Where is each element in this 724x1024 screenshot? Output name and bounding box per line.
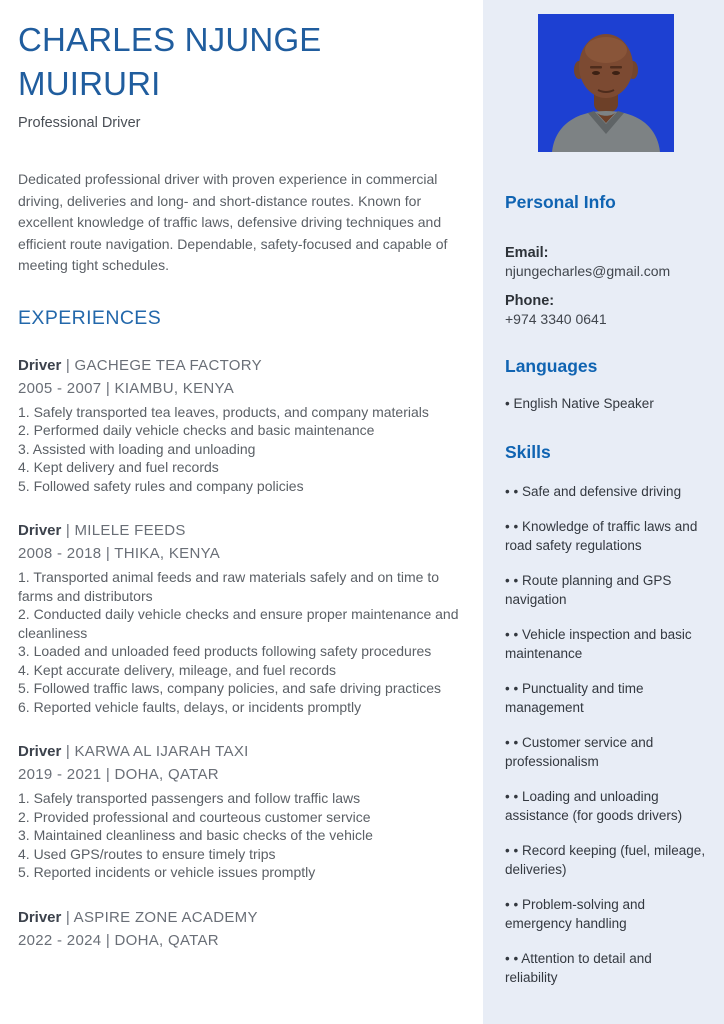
job-company: KARWA AL IJARAH TAXI: [74, 743, 249, 760]
skill-item: [505, 626, 706, 663]
person-name: CHARLES NJUNGE MUIRURI: [18, 21, 322, 102]
experience-entry: [18, 743, 467, 882]
skill-bullet: • •: [505, 951, 522, 966]
job-separator: |: [101, 379, 115, 397]
skills-heading: Skills: [505, 441, 551, 462]
job-separator: |: [101, 545, 115, 562]
job-dates: [18, 766, 467, 783]
job-title: [18, 357, 467, 374]
skill-label: Route planning and GPS navigation: [505, 573, 672, 607]
experiences-heading: EXPERIENCES: [18, 306, 162, 329]
job-duty-line: 4. Used GPS/routes to ensure timely trips: [18, 845, 276, 862]
job-separator: |: [101, 931, 115, 949]
job-duty-line: 4. Kept accurate delivery, mileage, and fuel records: [18, 661, 337, 678]
job-dates: [18, 932, 467, 949]
job-dates: [18, 380, 467, 397]
language-label: English Native Speaker: [513, 396, 654, 411]
job-company: MILELE FEEDS: [74, 522, 186, 539]
job-duty-line: 1. Transported animal feeds and raw materials safely and on time to farms and distributors: [18, 569, 439, 604]
job-separator: |: [101, 766, 115, 783]
skill-label: Loading and unloading assistance (for goods drivers): [505, 789, 683, 823]
skill-label: Knowledge of traffic laws and road safety regulations: [505, 519, 698, 553]
person-title: Professional Driver: [18, 115, 141, 131]
language-bullet: •: [505, 396, 514, 411]
job-dates: [18, 545, 467, 562]
job-location: DOHA, QATAR: [114, 931, 219, 949]
skill-bullet: • •: [505, 681, 522, 696]
languages-heading: Languages: [505, 356, 598, 376]
job-company: GACHEGE TEA FACTORY: [74, 356, 262, 374]
job-separator: |: [61, 356, 75, 374]
job-duty-line: 4. Kept delivery and fuel records: [18, 459, 219, 475]
skill-label: Attention to detail and reliability: [505, 951, 652, 985]
job-role: Driver: [18, 522, 62, 539]
job-location: DOHA, QATAR: [114, 766, 219, 783]
skill-label: Punctuality and time management: [505, 681, 644, 715]
job-date-range: 2005 - 2007: [18, 379, 102, 397]
job-separator: |: [61, 743, 75, 760]
skill-label: Customer service and professionalism: [505, 735, 654, 769]
skill-item: [505, 483, 706, 502]
skill-item: [505, 680, 706, 717]
skill-item: [505, 842, 706, 879]
job-location: KIAMBU, KENYA: [114, 379, 234, 397]
language-item: [505, 395, 706, 414]
job-duty-line: 5. Followed safety rules and company policies: [18, 477, 304, 494]
experience-list: [18, 357, 467, 949]
skill-label: Record keeping (fuel, mileage, deliveries): [505, 843, 706, 877]
skill-label: Safe and defensive driving: [521, 483, 682, 499]
job-duty-line: 3. Loaded and unloaded feed products following safety procedures: [18, 643, 432, 659]
job-duty-line: 3. Maintained cleanliness and basic checks of the vehicle: [18, 827, 373, 843]
skill-item: [505, 734, 706, 771]
job-location: THIKA, KENYA: [114, 545, 221, 562]
job-duties: [18, 568, 467, 716]
skill-bullet: • •: [505, 627, 522, 642]
job-duty-line: 6. Reported vehicle faults, delays, or incidents promptly: [18, 698, 362, 715]
job-duty-line: 1. Safely transported tea leaves, products, and company materials: [18, 403, 429, 420]
job-duty-line: 2. Performed daily vehicle checks and basic maintenance: [18, 422, 375, 438]
job-separator: |: [61, 908, 74, 926]
job-date-range: 2019 - 2021: [18, 766, 102, 783]
skills-list: [505, 483, 706, 988]
languages-list: [505, 395, 706, 414]
skill-label: Vehicle inspection and basic maintenance: [505, 627, 692, 661]
skill-bullet: • •: [505, 483, 522, 499]
job-duty-line: 5. Followed traffic laws, company policies, and safe driving practices: [18, 680, 442, 696]
job-duties: [18, 789, 467, 882]
skill-item: [505, 788, 706, 825]
personal-info-heading: Personal Info: [505, 192, 616, 212]
experience-entry: [18, 522, 467, 716]
skill-item: [505, 572, 706, 609]
email-value: njungecharles@gmail.com: [505, 263, 671, 279]
experience-entry: [18, 357, 467, 496]
job-duty-line: 3. Assisted with loading and unloading: [18, 440, 256, 457]
job-date-range: 2022 - 2024: [18, 931, 102, 949]
skill-item: [505, 896, 706, 933]
job-company: ASPIRE ZONE ACADEMY: [73, 908, 258, 926]
job-role: Driver: [18, 356, 62, 374]
skill-label: Problem-solving and emergency handling: [505, 897, 646, 931]
summary-paragraph: Dedicated professional driver with proven experience in commercial driving, deliveries and long- and short-distance routes. Known for excellent knowledge of traffic laws, defensive driving techniques and efficient route navigation. Dependable, safety-focused and capable of meeting tight schedules.: [18, 171, 448, 273]
phone-value: +974 3340 0641: [505, 311, 607, 327]
skill-item: [505, 950, 706, 987]
job-role: Driver: [18, 743, 62, 760]
skill-bullet: • •: [505, 519, 522, 534]
email-label: Email:: [505, 245, 549, 261]
skill-bullet: • •: [505, 897, 522, 912]
job-separator: |: [61, 522, 75, 539]
job-duties: [18, 403, 467, 496]
job-title: [18, 522, 467, 539]
skill-bullet: • •: [505, 573, 522, 588]
skill-item: [505, 518, 706, 555]
experience-entry: [18, 909, 467, 949]
sidebar: [483, 0, 724, 1024]
job-title: [18, 743, 467, 760]
skill-bullet: • •: [505, 735, 522, 750]
job-role: Driver: [18, 908, 62, 926]
job-date-range: 2008 - 2018: [18, 545, 102, 562]
job-duty-line: 5. Reported incidents or vehicle issues promptly: [18, 864, 316, 880]
job-title: [18, 909, 467, 926]
profile-photo: [538, 14, 674, 152]
job-duty-line: 1. Safely transported passengers and follow traffic laws: [18, 790, 361, 806]
job-duty-line: 2. Conducted daily vehicle checks and ensure proper maintenance and cleanliness: [18, 606, 459, 641]
job-duty-line: 2. Provided professional and courteous customer service: [18, 808, 371, 825]
phone-label: Phone:: [505, 293, 555, 309]
skill-bullet: • •: [505, 789, 522, 804]
skill-bullet: • •: [505, 843, 522, 858]
